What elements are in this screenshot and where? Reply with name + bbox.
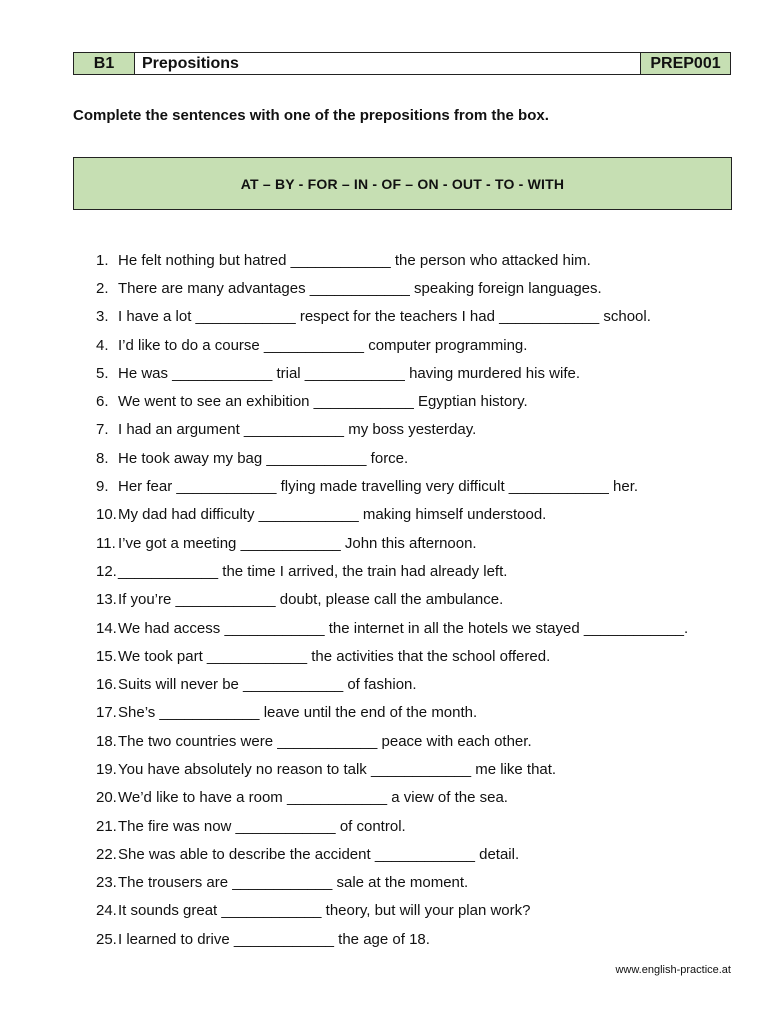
sentence-item (96, 586, 716, 614)
sentence-text: The two countries were ____________ peace with each other. (118, 732, 532, 750)
sentence-item (96, 303, 716, 331)
footer-url: www.english-practice.at (615, 964, 731, 976)
sentence-item (96, 444, 716, 472)
sentence-number: 12. (96, 562, 117, 580)
sentence-number: 14. (96, 619, 117, 637)
sentence-number: 21. (96, 817, 117, 835)
sentence-text: I’ve got a meeting ____________ John this afternoon. (118, 534, 477, 552)
sentence-text: I have a lot ____________ respect for the teachers I had ____________ school. (118, 308, 651, 326)
sentence-number: 25. (96, 930, 117, 948)
sentence-item (96, 670, 716, 698)
sentence-item (96, 642, 716, 670)
worksheet-code: PREP001 (641, 53, 730, 74)
sentence-text: The fire was now ____________ of control. (118, 817, 406, 835)
sentence-item (96, 699, 716, 727)
sentence-item (96, 755, 716, 783)
sentence-number: 3. (96, 308, 109, 326)
sentence-number: 23. (96, 874, 117, 892)
sentence-text: My dad had difficulty ____________ making himself understood. (118, 506, 547, 524)
sentence-text: I had an argument ____________ my boss yesterday. (118, 421, 477, 439)
sentence-text: We went to see an exhibition ____________ Egyptian history. (118, 393, 528, 411)
sentence-item (96, 529, 716, 557)
sentence-number: 17. (96, 704, 117, 722)
sentence-item (96, 727, 716, 755)
sentence-item (96, 274, 716, 302)
sentence-text: She was able to describe the accident ____________ detail. (118, 845, 520, 863)
sentence-item (96, 501, 716, 529)
sentence-item (96, 416, 716, 444)
sentence-text: The trousers are ____________ sale at the moment. (118, 874, 469, 892)
sentence-number: 11. (96, 534, 116, 552)
sentence-item (96, 897, 716, 925)
sentence-text: Her fear ____________ flying made travelling very difficult ____________ her. (118, 478, 639, 496)
sentence-text: It sounds great ____________ theory, but will your plan work? (118, 902, 531, 920)
sentence-number: 15. (96, 647, 117, 665)
sentence-item (96, 359, 716, 387)
sentence-number: 5. (96, 364, 109, 382)
sentence-text: He felt nothing but hatred ____________ the person who attacked him. (118, 251, 591, 269)
sentence-text: She’s ____________ leave until the end of the month. (118, 704, 478, 722)
sentence-number: 18. (96, 732, 117, 750)
sentence-text: We had access ____________ the internet in all the hotels we stayed ____________. (118, 619, 689, 637)
sentence-number: 16. (96, 676, 117, 694)
sentence-item (96, 869, 716, 897)
sentence-text: There are many advantages ____________ speaking foreign languages. (118, 279, 602, 297)
sentence-item (96, 840, 716, 868)
sentence-item (96, 387, 716, 415)
sentence-number: 10. (96, 506, 117, 524)
sentence-item (96, 557, 716, 585)
sentence-number: 1. (96, 251, 109, 269)
sentence-text: We took part ____________ the activities that the school offered. (118, 647, 551, 665)
sentence-text: You have absolutely no reason to talk ____________ me like that. (118, 760, 557, 778)
instructions: Complete the sentences with one of the prepositions from the box. (73, 107, 549, 124)
topic-title: Prepositions (135, 53, 641, 74)
sentence-number: 6. (96, 393, 109, 411)
sentence-text: ____________ the time I arrived, the train had already left. (118, 562, 508, 580)
sentence-item (96, 812, 716, 840)
sentence-text: I learned to drive ____________ the age of 18. (118, 930, 430, 948)
sentence-text: I’d like to do a course ____________ computer programming. (118, 336, 528, 354)
sentence-text: He was ____________ trial ____________ having murdered his wife. (118, 364, 580, 382)
sentence-number: 2. (96, 279, 109, 297)
sentence-number: 8. (96, 449, 109, 467)
sentence-list (96, 246, 716, 953)
sentence-number: 22. (96, 845, 117, 863)
sentence-text: Suits will never be ____________ of fashion. (118, 676, 417, 694)
sentence-text: He took away my bag ____________ force. (118, 449, 409, 467)
sentence-text: We’d like to have a room ____________ a view of the sea. (118, 789, 508, 807)
sentence-item (96, 784, 716, 812)
sentence-item (96, 331, 716, 359)
header-table (73, 52, 731, 75)
sentence-item (96, 925, 716, 953)
sentence-number: 24. (96, 902, 117, 920)
sentence-number: 19. (96, 760, 117, 778)
sentence-text: If you’re ____________ doubt, please call the ambulance. (118, 591, 504, 609)
level-cell: B1 (74, 53, 135, 74)
sentence-number: 4. (96, 336, 109, 354)
sentence-number: 9. (96, 478, 109, 496)
sentence-item (96, 472, 716, 500)
sentence-item (96, 614, 716, 642)
sentence-number: 20. (96, 789, 117, 807)
word-box: AT – BY - FOR – IN - OF – ON - OUT - TO - WITH (73, 157, 732, 210)
sentence-number: 7. (96, 421, 109, 439)
sentence-item (96, 246, 716, 274)
sentence-number: 13. (96, 591, 117, 609)
